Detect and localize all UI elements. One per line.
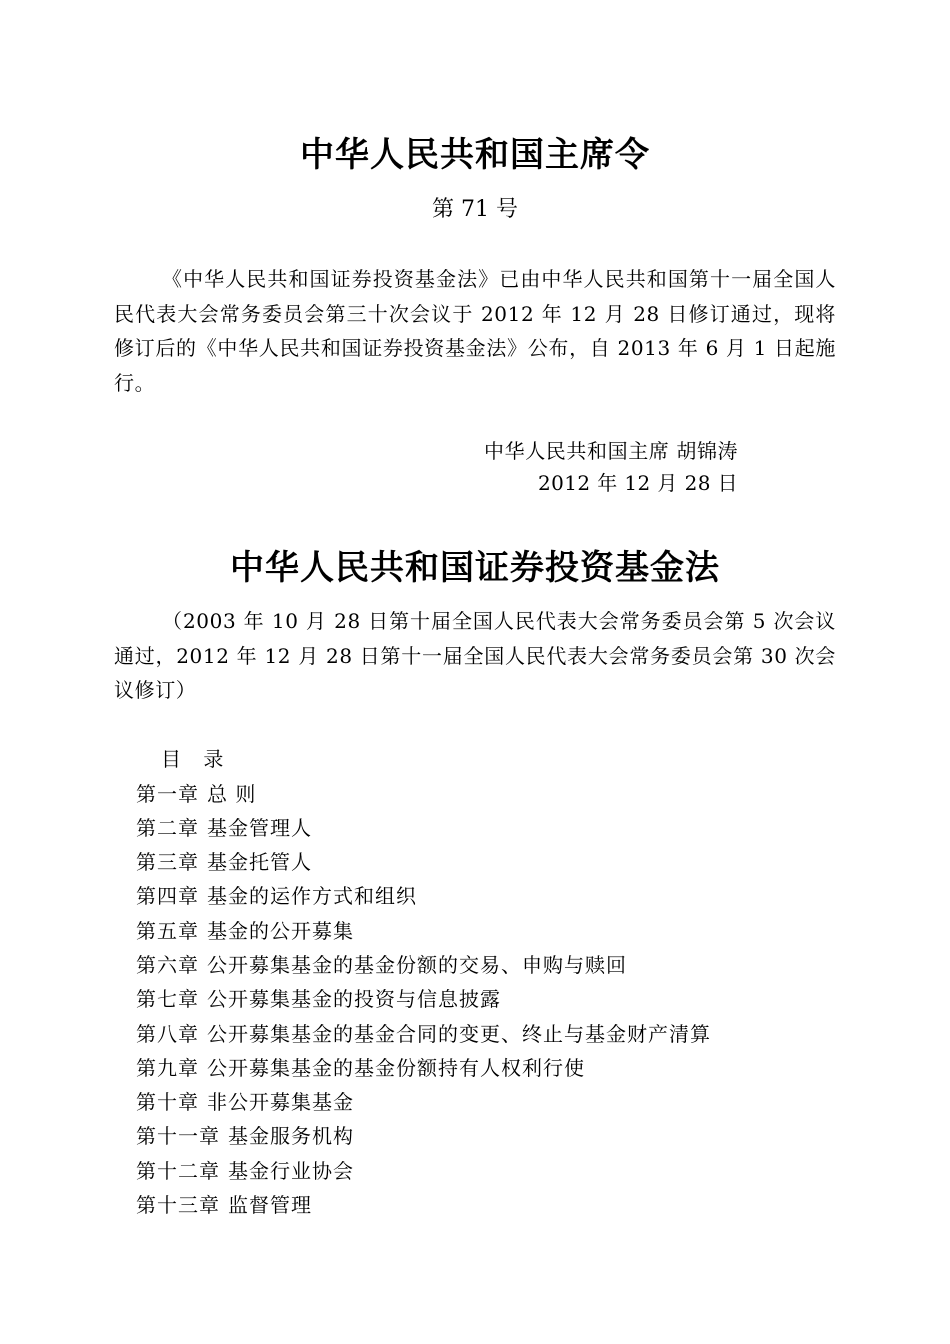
toc-chapter-number: 第一章 bbox=[136, 781, 199, 806]
toc-chapter-number: 第十二章 bbox=[136, 1158, 220, 1183]
toc-chapter-number: 第五章 bbox=[136, 918, 199, 943]
toc-chapter-title: 基金行业协会 bbox=[228, 1158, 354, 1183]
decree-date: 2012 年 12 月 28 日 bbox=[538, 471, 738, 495]
toc-chapter-number: 第四章 bbox=[136, 884, 199, 909]
law-title: 中华人民共和国证券投资基金法 bbox=[230, 548, 720, 588]
decree-title: 中华人民共和国主席令 bbox=[300, 135, 650, 175]
toc-chapter-title: 基金管理人 bbox=[207, 815, 312, 840]
toc-item bbox=[136, 777, 711, 811]
toc-chapter-title: 总 则 bbox=[207, 781, 257, 806]
decree-paragraph: 《中华人民共和国证券投资基金法》已由中华人民共和国第十一届全国人民代表大会常务委员会第三十次会议于 2012 年 12 月 28 日修订通过，现将修订后的《中华人民共和国证券投资基金法》公布，自 2013 年 6 月 1 日起施行。 bbox=[114, 267, 836, 395]
decree-signer: 中华人民共和国主席 胡锦涛 bbox=[484, 439, 739, 463]
toc-item bbox=[136, 982, 711, 1016]
toc-item bbox=[136, 948, 711, 982]
toc-chapter-number: 第三章 bbox=[136, 850, 199, 875]
toc-chapter-number: 第八章 bbox=[136, 1021, 199, 1046]
toc-item bbox=[136, 845, 711, 879]
toc-chapter-title: 公开募集基金的基金份额的交易、申购与赎回 bbox=[207, 952, 627, 977]
toc-heading: 目 录 bbox=[161, 747, 232, 771]
law-adoption-note: （2003 年 10 月 28 日第十届全国人民代表大会常务委员会第 5 次会议通过，2012 年 12 月 28 日第十一届全国人民代表大会常务委员会第 30 次会议修订） bbox=[114, 609, 836, 702]
toc-item bbox=[136, 1154, 711, 1188]
toc-chapter-title: 基金的公开募集 bbox=[207, 918, 354, 943]
toc-chapter-number: 第二章 bbox=[136, 815, 199, 840]
toc-item bbox=[136, 811, 711, 845]
toc-chapter-number: 第七章 bbox=[136, 987, 199, 1012]
toc-chapter-title: 基金的运作方式和组织 bbox=[207, 884, 417, 909]
table-of-contents bbox=[136, 742, 711, 1222]
toc-chapter-title: 基金托管人 bbox=[207, 850, 312, 875]
toc-item bbox=[136, 1051, 711, 1085]
toc-chapter-number: 第十一章 bbox=[136, 1124, 220, 1149]
toc-item bbox=[136, 914, 711, 948]
toc-chapter-title: 非公开募集基金 bbox=[207, 1090, 354, 1115]
toc-item bbox=[136, 1188, 711, 1222]
toc-chapter-number: 第六章 bbox=[136, 952, 199, 977]
toc-item bbox=[136, 879, 711, 913]
toc-chapter-title: 基金服务机构 bbox=[228, 1124, 354, 1149]
toc-chapter-number: 第九章 bbox=[136, 1055, 199, 1080]
toc-chapter-title: 公开募集基金的基金合同的变更、终止与基金财产清算 bbox=[207, 1021, 711, 1046]
toc-chapter-number: 第十三章 bbox=[136, 1193, 220, 1218]
decree-number: 第 71 号 bbox=[432, 197, 518, 222]
toc-item bbox=[136, 1119, 711, 1153]
toc-chapter-number: 第十章 bbox=[136, 1090, 199, 1115]
toc-chapter-title: 监督管理 bbox=[228, 1193, 312, 1218]
toc-item bbox=[136, 1085, 711, 1119]
toc-chapter-title: 公开募集基金的投资与信息披露 bbox=[207, 987, 501, 1012]
toc-item bbox=[136, 1017, 711, 1051]
toc-chapter-title: 公开募集基金的基金份额持有人权利行使 bbox=[207, 1055, 585, 1080]
